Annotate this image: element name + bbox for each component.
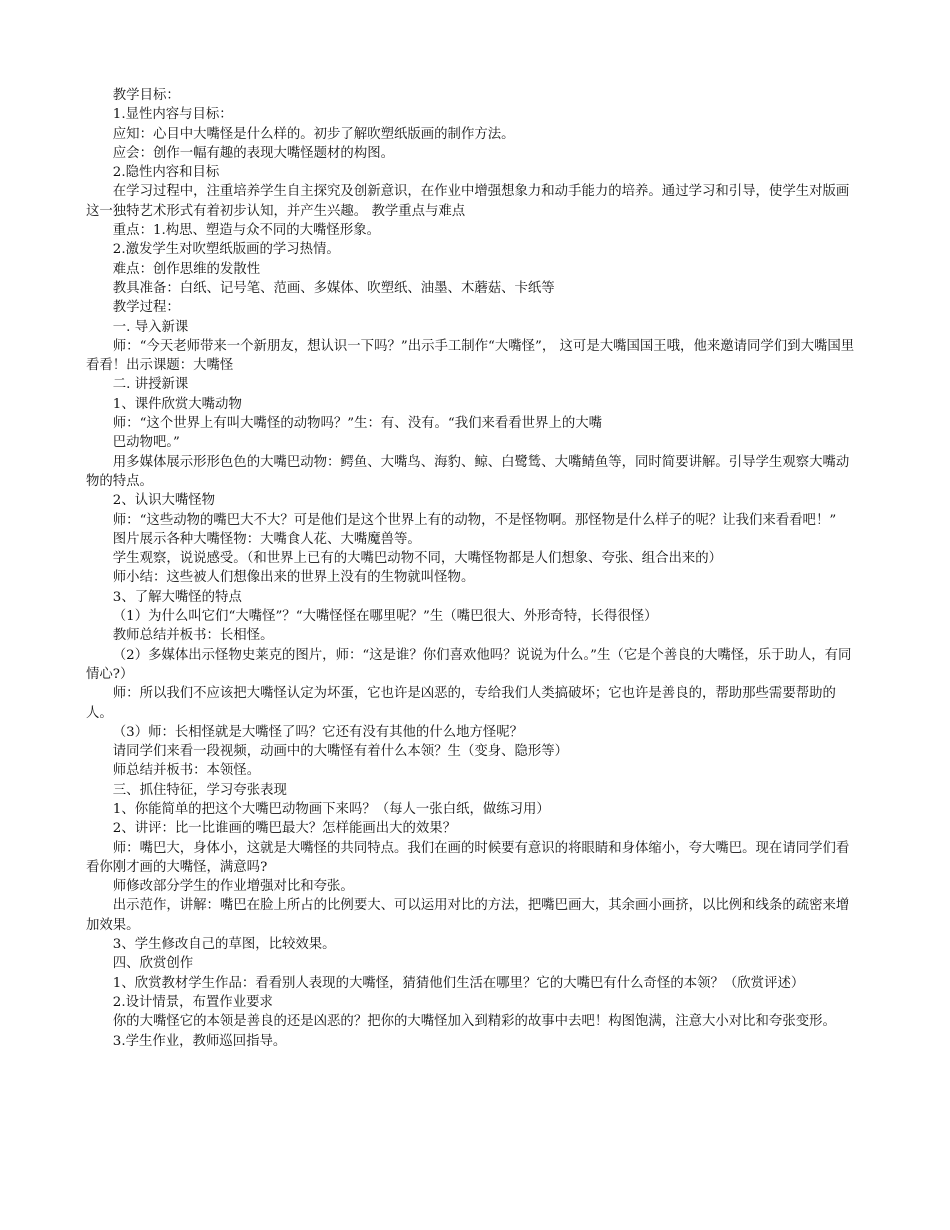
paragraph: 出示范作，讲解：嘴巴在脸上所占的比例要大、可以运用对比的方法，把嘴巴画大，其余画小画挤，以比例和线条的疏密来增加效果。 — [86, 898, 850, 933]
paragraph: 四、欣赏创作 — [112, 956, 194, 972]
paragraph: 巴动物吧。” — [112, 435, 180, 451]
paragraph: 1、课件欣赏大嘴动物 — [112, 396, 242, 412]
paragraph: 1.显性内容与目标： — [112, 107, 233, 123]
paragraph: 教师总结并板书：长相怪。 — [112, 628, 274, 644]
paragraph: （2）多媒体出示怪物史莱克的图片，师：“这是谁？你们喜欢他吗？说说为什么。”生（它是个善良的大嘴怪，乐于助人，有同情心?） — [86, 647, 852, 682]
paragraph: 3、了解大嘴怪的特点 — [112, 589, 242, 605]
paragraph: 师总结并板书：本领怪。 — [112, 763, 261, 779]
paragraph: 师：“这个世界上有叫大嘴怪的动物吗？”生：有、没有。“我们来看看世界上的大嘴 — [112, 416, 603, 432]
paragraph: 师：嘴巴大，身体小，这就是大嘴怪的共同特点。我们在画的时候要有意识的将眼睛和身体缩小，夸大嘴巴。现在请同学们看看你刚才画的大嘴怪，满意吗? — [86, 840, 850, 875]
paragraph: 教具准备：白纸、记号笔、范画、多媒体、吹塑纸、油墨、木蘑菇、卡纸等 — [112, 280, 555, 296]
paragraph: 教学目标： — [112, 88, 180, 103]
paragraph: 三、抓住特征，学习夸张表现 — [112, 782, 287, 798]
paragraph: 应会：创作一幅有趣的表现大嘴怪题材的构图。 — [112, 145, 394, 161]
paragraph: 一. 导入新课 — [112, 319, 189, 335]
paragraph: 二. 讲授新课 — [112, 377, 189, 393]
paragraph: 2.隐性内容和目标 — [112, 165, 220, 181]
paragraph: 2.设计情景，布置作业要求 — [112, 994, 273, 1010]
paragraph: 3、学生修改自己的草图，比较效果。 — [112, 937, 336, 953]
paragraph: 图片展示各种大嘴怪物：大嘴食人花、大嘴魔兽等。 — [112, 531, 421, 547]
paragraph: 师小结：这些被人们想像出来的世界上没有的生物就叫怪物。 — [112, 570, 475, 586]
paragraph: 教学过程： — [112, 300, 180, 316]
paragraph: 2、讲评：比一比谁画的嘴巴最大？怎样能画出大的效果？ — [112, 821, 457, 837]
paragraph: 3.学生作业，教师巡回指导。 — [112, 1033, 287, 1049]
document-body — [86, 86, 860, 1051]
paragraph: 你的大嘴怪它的本领是善良的还是凶恶的？把你的大嘴怪加入到精彩的故事中去吧！构图饱满，注意大小对比和夸张变形。 — [112, 1014, 836, 1030]
paragraph: 请同学们来看一段视频，动画中的大嘴怪有着什么本领？生（变身、隐形等） — [112, 744, 569, 760]
paragraph: 在学习过程中，注重培养学生自主探究及创新意识，在作业中增强想象力和动手能力的培养。通过学习和引导，使学生对版画这一独特艺术形式有着初步认知，并产生兴趣。 教学重点与难点 — [86, 184, 850, 219]
paragraph: 难点：创作思维的发散性 — [112, 261, 261, 277]
paragraph: 1、欣赏教材学生作品：看看别人表现的大嘴怪，猜猜他们生活在哪里？它的大嘴巴有什么奇怪的本领？（欣赏评述） — [112, 975, 805, 991]
paragraph: （3）师：长相怪就是大嘴怪了吗？它还有没有其他的什么地方怪呢？ — [112, 724, 524, 740]
paragraph: 2、认识大嘴怪物 — [112, 493, 216, 509]
paragraph: 师修改部分学生的作业增强对比和夸张。 — [112, 879, 354, 895]
paragraph: 用多媒体展示形形色色的大嘴巴动物：鳄鱼、大嘴鸟、海豹、鲸、白鹭鸶、大嘴鲭鱼等，同时简要讲解。引导学生观察大嘴动物的特点。 — [86, 454, 850, 489]
paragraph: 师：“今天老师带来一个新朋友，想认识一下吗？”出示手工制作“大嘴怪”， 这可是大嘴国国王哦，他来邀请同学们到大嘴国里看看！出示课题：大嘴怪 — [86, 338, 855, 374]
paragraph: 师：所以我们不应该把大嘴怪认定为坏蛋，它也许是凶恶的，专给我们人类搞破坏；它也许是善良的，帮助那些需要帮助的人。 — [86, 686, 836, 721]
paragraph: （1）为什么叫它们“大嘴怪”？“大嘴怪怪在哪里呢？”生（嘴巴很大、外形奇特，长得很怪） — [112, 609, 658, 625]
paragraph: 重点：1.构思、塑造与众不同的大嘴怪形象。 — [112, 223, 380, 239]
paragraph: 1、你能简单的把这个大嘴巴动物画下来吗？（每人一张白纸，做练习用） — [112, 801, 550, 817]
paragraph: 2.激发学生对吹塑纸版画的学习热情。 — [112, 242, 340, 258]
paragraph: 学生观察，说说感受。（和世界上已有的大嘴巴动物不同，大嘴怪物都是人们想象、夸张、组合出来的） — [112, 551, 723, 567]
paragraph: 师：“这些动物的嘴巴大不大？可是他们是这个世界上有的动物，不是怪物啊。那怪物是什么样子的呢？让我们来看看吧！” — [112, 512, 837, 528]
paragraph: 应知：心目中大嘴怪是什么样的。初步了解吹塑纸版画的制作方法。 — [112, 126, 515, 142]
